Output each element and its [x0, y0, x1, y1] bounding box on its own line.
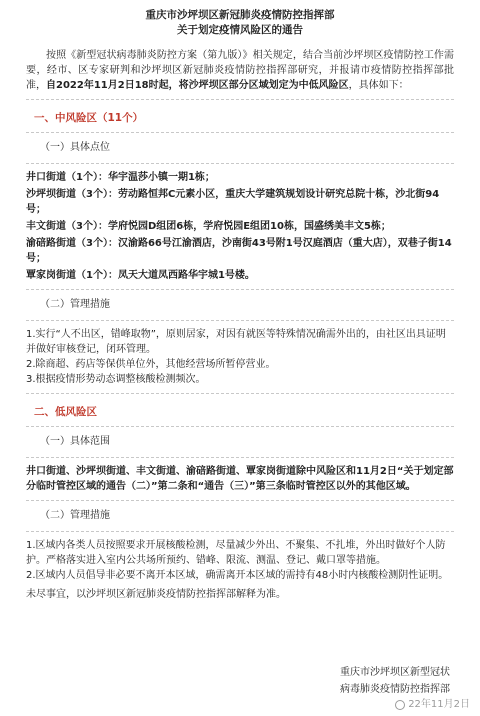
notice-title-line1: 重庆市沙坪坝区新冠肺炎疫情防控指挥部 — [145, 9, 335, 21]
section-divider — [26, 457, 454, 458]
list-item — [26, 236, 454, 266]
subsection-points-title: （一）具体点位 — [40, 142, 110, 153]
street-places: 汉渝路66号江渝酒店，沙南街43号附1号汉庭酒店（重大店），双巷子街14号； — [26, 238, 452, 264]
section-divider — [26, 426, 454, 427]
closing-text: 未尽事宜，以沙坪坝区新冠肺炎疫情防控指挥部解释为准。 — [26, 589, 286, 600]
signature-line2: 病毒肺炎疫情防控指挥部 — [340, 684, 450, 695]
medium-risk-measures — [26, 327, 454, 387]
street-name: 渝碚路街道（3个）： — [26, 238, 118, 249]
signature-line1: 重庆市沙坪坝区新型冠状 — [340, 667, 450, 678]
section-low-risk-title: 二、低风险区 — [34, 406, 97, 418]
intro-paragraph — [26, 48, 454, 93]
notice-title-line2: 关于划定疫情风险区的通告 — [177, 24, 303, 36]
intro-bold-text: 自2022年11月2日18时起，将沙坪坝区部分区域划定为中低风险区 — [46, 80, 349, 91]
list-item — [26, 268, 454, 283]
intro-text-1: 按照《新型冠状病毒肺炎防控方案（第九版）》相关规定，结合当前沙坪坝区疫情防控工作需要，经市、区专家研判和沙坪坝区新冠肺炎疫情防控指挥部研究，并报请市疫情防控指挥部批准， — [26, 50, 454, 91]
weibo-logo-icon — [395, 700, 405, 710]
street-name: 丰文街道（3个）： — [26, 221, 108, 232]
subsection-measures-title: （二）管理措施 — [40, 510, 110, 521]
medium-risk-points-list — [26, 170, 454, 283]
section-divider — [26, 531, 454, 532]
watermark — [395, 697, 470, 712]
street-places: 学府悦园D组团6栋，学府悦园E组团10栋，国盛绣美丰文5栋； — [107, 221, 391, 232]
section-divider — [26, 99, 454, 100]
street-places: 华宇温莎小镇一期1栋； — [107, 172, 215, 183]
watermark-text: 22年11月2日 — [408, 699, 470, 710]
street-places: 劳动路恒邦C元素小区，重庆大学建筑规划设计研究总院十栋，沙北街94号； — [26, 189, 440, 215]
section-divider — [26, 500, 454, 501]
subsection-measures-title: （二）管理措施 — [40, 299, 110, 310]
street-places: 凤天大道凤西路华宇城1号楼。 — [117, 270, 255, 281]
low-risk-measures — [26, 538, 454, 583]
measure-item: 2.区域内人员倡导非必要不离开本区域，确需离开本区域的需持有48小时内核酸检测阴性证明。 — [26, 570, 449, 581]
list-item — [26, 170, 454, 185]
street-name: 覃家岗街道（1个）： — [26, 270, 118, 281]
list-item — [26, 187, 454, 217]
section-divider — [26, 132, 454, 133]
measure-item: 1.实行“人不出区，错峰取物”，原则居家，对因有就医等特殊情况确需外出的，由社区出具证明并做好审核登记，闭环管理。 — [26, 329, 446, 355]
street-name: 井口街道（1个）： — [26, 172, 108, 183]
section-divider — [26, 289, 454, 290]
subsection-scope-title: （一）具体范围 — [40, 436, 110, 447]
intro-text-2: ，具体如下： — [348, 80, 409, 91]
list-item — [26, 219, 454, 234]
measure-item: 2.除商超、药店等保供单位外，其他经营场所暂停营业。 — [26, 359, 276, 370]
low-risk-scope: 井口街道、沙坪坝街道、丰文街道、渝碚路街道、覃家岗街道除中风险区和11月2日“关于划定部分临时管控区域的通告（二）”第二条和“通告（三）”第三条临时管控区以外的其他区域。 — [26, 466, 454, 492]
section-medium-risk-title: 一、中风险区（11个） — [34, 112, 144, 124]
measure-item: 3.根据疫情形势动态调整核酸检测频次。 — [26, 374, 206, 385]
section-divider — [26, 320, 454, 321]
section-divider — [26, 393, 454, 394]
street-name: 沙坪坝街道（3个）： — [26, 189, 118, 200]
section-divider — [26, 163, 454, 164]
measure-item: 1.区域内各类人员按照要求开展核酸检测，尽量减少外出、不聚集、不扎堆，外出时做好个人防护。严格落实进入室内公共场所预约、错峰、限流、测温、登记、戴口罩等措施。 — [26, 540, 446, 566]
